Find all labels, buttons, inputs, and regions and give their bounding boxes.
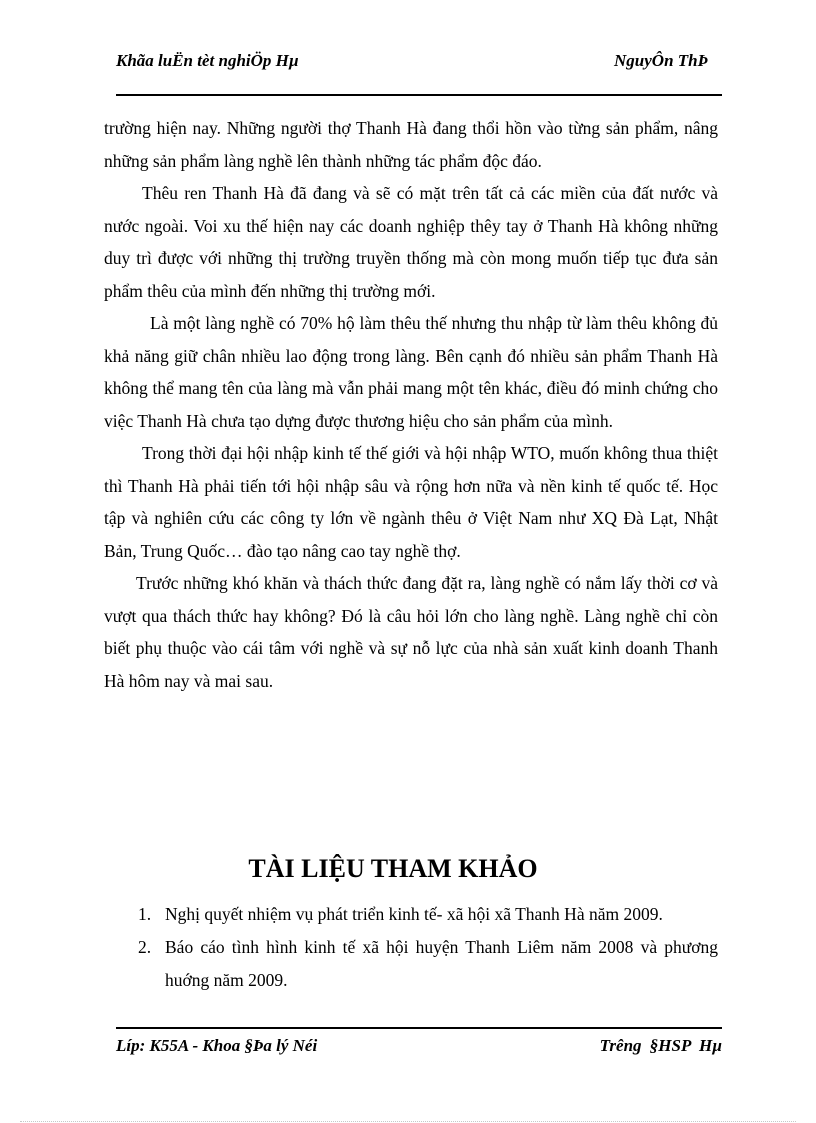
- footer-class-info: Líp: K55A - Khoa §Þa lý Néi: [116, 1036, 318, 1055]
- page-header: [116, 50, 722, 96]
- paragraph-1: trường hiện nay. Những người thợ Thanh Hà đang thổi hồn vào từng sản phẩm, nâng những sản phẩm làng nghề lên thành những tác phẩm độc đáo.: [104, 118, 718, 171]
- header-author-name: NguyÔn ThÞ: [614, 51, 708, 70]
- references-title: TÀI LIỆU THAM KHẢO: [248, 854, 538, 883]
- page-footer: [116, 1027, 722, 1077]
- footer-school-name: Trêng §HSP Hµ: [599, 1036, 722, 1055]
- reference-text: Báo cáo tình hình kinh tế xã hội huyện Thanh Liêm năm 2008 và phương huớng năm 2009.: [165, 937, 718, 990]
- reference-item: [138, 931, 718, 997]
- header-thesis-title: Khãa luËn tèt nghiÖp Hµ: [116, 51, 299, 70]
- paragraph-4: Trong thời đại hội nhập kinh tế thế giới và hội nhập WTO, muốn không thua thiệt thì Thanh Hà phải tiến tới hội nhập sâu và rộng hơn nữa và nền kinh tế quốc tế. Học tập và nghiên cứu các công ty lớn về ngành thêu ở Việt Nam như XQ Đà Lạt, Nhật Bản, Trung Quốc… đào tạo nâng cao tay nghề thợ.: [104, 443, 718, 561]
- paragraph-3: Là một làng nghề có 70% hộ làm thêu thế nhưng thu nhập từ làm thêu không đủ khả năng giữ chân nhiều lao động trong làng. Bên cạnh đó nhiều sản phẩm Thanh Hà không thể mang tên của làng mà vẫn phải mang một tên khác, điều đó minh chứng cho việc Thanh Hà chưa tạo dựng được thương hiệu cho sản phẩm của mình.: [104, 313, 718, 431]
- reference-number: 1.: [138, 904, 152, 924]
- body-text: [104, 112, 718, 697]
- page-bottom-divider: [20, 1121, 796, 1122]
- paragraph-5: Trước những khó khăn và thách thức đang đặt ra, làng nghề có nắm lấy thời cơ và vượt qua thách thức hay không? Đó là câu hỏi lớn cho làng nghề. Làng nghề chỉ còn biết phụ thuộc vào cái tâm với nghề và sự nỗ lực của nhà sản xuất kinh doanh Thanh Hà hôm nay và mai sau.: [104, 573, 718, 691]
- references-list: [138, 898, 718, 997]
- paragraph-2: Thêu ren Thanh Hà đã đang và sẽ có mặt trên tất cả các miền của đất nước và nước ngoài. Voi xu thế hiện nay các doanh nghiệp thêy tay ở Thanh Hà không những duy trì được với những thị trường truyền thống mà còn mong muốn tiếp tục đưa sản phẩm thêu của mình đến những thị trường mới.: [104, 183, 718, 301]
- reference-text: Nghị quyết nhiệm vụ phát triển kinh tế- xã hội xã Thanh Hà năm 2009.: [165, 904, 663, 924]
- reference-number: 2.: [138, 937, 152, 957]
- reference-item: [138, 898, 718, 931]
